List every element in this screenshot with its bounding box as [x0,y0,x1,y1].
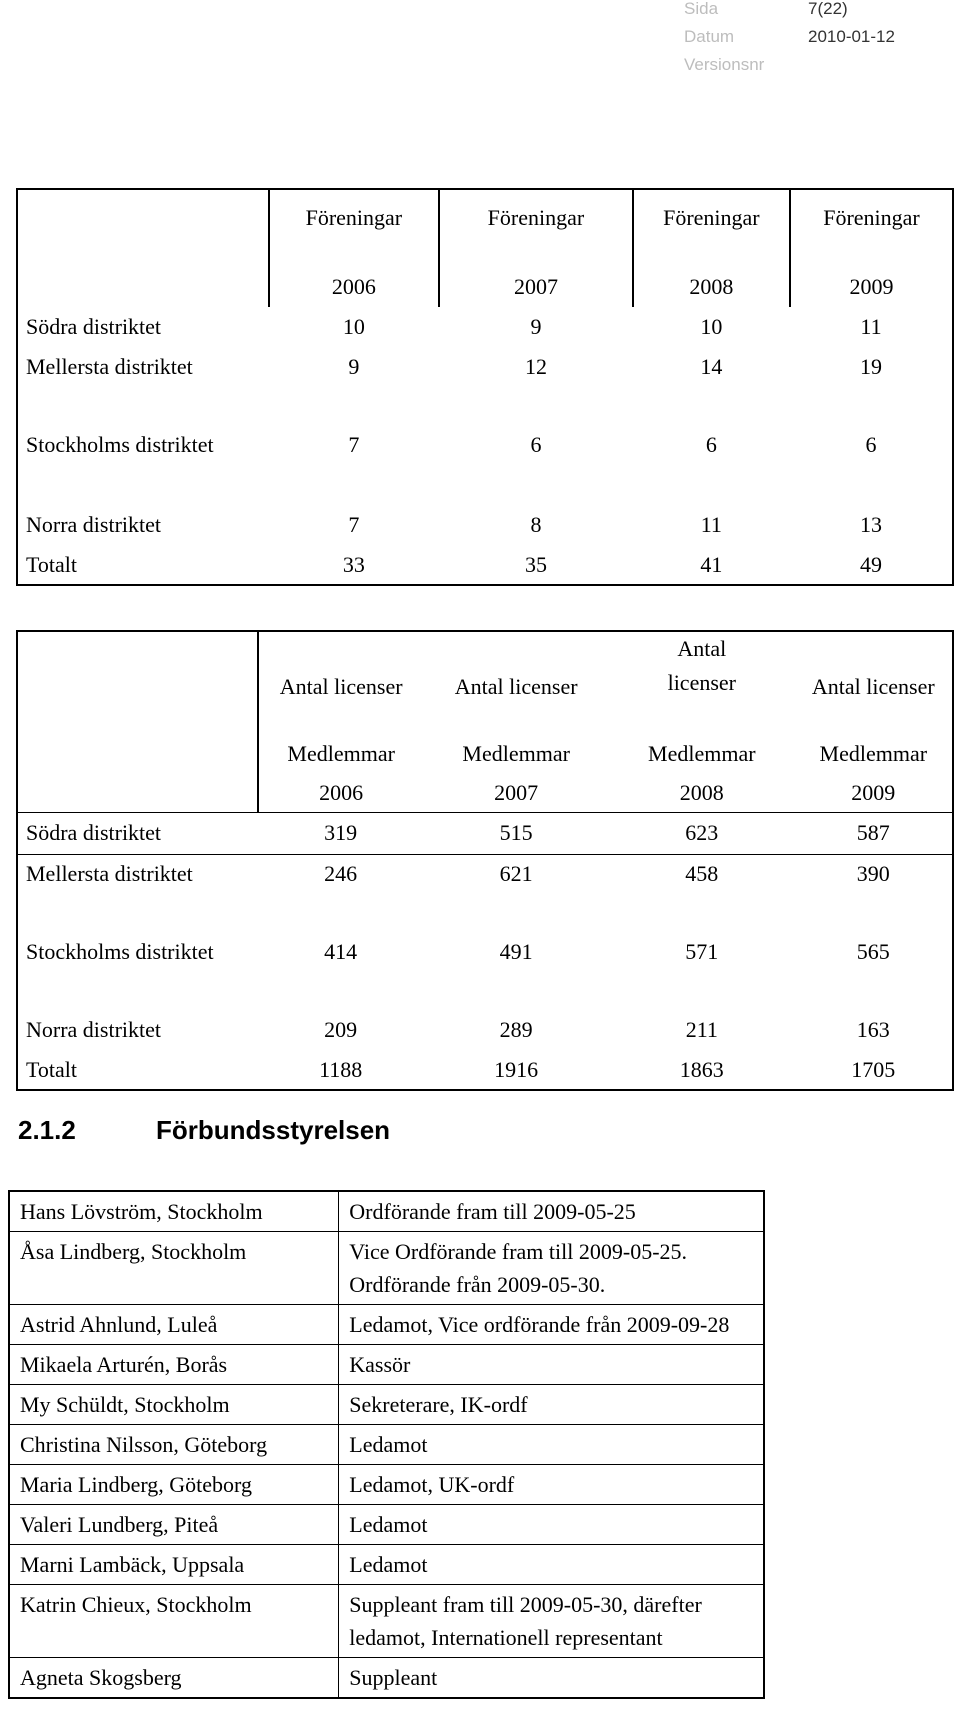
member-name: Astrid Ahnlund, Luleå [9,1305,339,1345]
board-member-row [9,1385,764,1425]
table-cell: 13 [859,512,882,537]
table-row [17,854,953,894]
column-header: Antal licenser [811,674,935,699]
table-cell: 1705 [851,1056,896,1082]
column-header: Antal licenser [279,674,403,699]
district-name: Södra distriktet [17,812,258,854]
total-label: Totalt [26,1056,78,1082]
table-cell: 491 [499,939,533,964]
table-cell: 246 [324,861,358,887]
member-role: Ledamot [339,1425,764,1465]
table-cell: 414 [324,939,358,964]
header-row-version [684,56,895,84]
table-cell: 10 [700,314,723,339]
header-value: 7(22) [808,0,848,18]
column-header: Antal licenser [454,674,578,699]
spacer-row [17,972,953,1010]
table-cell: 458 [685,861,719,887]
table-cell: 515 [423,812,609,854]
table-cell: 289 [499,1017,533,1042]
district-name: Stockholms distriktet [26,432,214,457]
table-cell: 319 [258,812,423,854]
year-header: 2008 [633,267,790,307]
column-header-text: Antal licenser [667,636,736,695]
member-name: Åsa Lindberg, Stockholm [9,1232,339,1305]
table-cell: 623 [609,812,795,854]
table-cell: 11 [860,314,882,339]
empty-cell [17,631,258,734]
spacer-row [17,894,953,932]
member-name: Christina Nilsson, Göteborg [9,1425,339,1465]
member-name: Mikaela Arturén, Borås [9,1345,339,1385]
board-table [8,1190,765,1699]
table-row [17,347,953,387]
column-header: Föreningar [439,189,633,245]
table-cell: 209 [324,1017,358,1042]
board-member-row [9,1305,764,1345]
board-member-row [9,1658,764,1699]
table-row-total [17,545,953,585]
district-name: Mellersta distriktet [26,861,193,887]
spacer-row [17,245,953,267]
table-header-row [17,631,953,700]
year-header: 2007 [439,267,633,307]
table-cell: 1188 [319,1056,363,1082]
spacer-row [17,387,953,425]
table-cell: 14 [700,354,723,379]
header-label: Datum [684,27,735,46]
table-cell: 19 [859,354,882,379]
district-name: Stockholms distriktet [26,939,214,964]
table-row-total [17,1050,953,1090]
header-label: Versionsnr [684,55,765,74]
section-number: 2.1.2 [18,1115,76,1145]
table-header-row [17,189,953,245]
member-role: Ledamot [339,1545,764,1585]
table-cell: 7 [348,512,360,537]
header-row-date [684,28,895,56]
column-header: Föreningar [790,189,953,245]
member-name: My Schüldt, Stockholm [9,1385,339,1425]
document-header [684,0,895,84]
table-cell: 6 [530,432,542,457]
table-cell: 6 [865,432,877,457]
table-cell: 9 [348,354,360,379]
column-subheader: Medlemmar [287,741,395,766]
year-header: 2009 [790,267,953,307]
board-member-row [9,1585,764,1658]
licenser-table [16,630,954,1091]
section-heading [18,1115,390,1146]
column-header: Föreningar [633,189,790,245]
member-role: Vice Ordförande fram till 2009-05-25. Ordförande från 2009-05-30. [339,1232,764,1305]
member-name: Hans Lövström, Stockholm [9,1191,339,1232]
year-header: 2006 [269,267,440,307]
table-cell: 1863 [679,1056,724,1082]
board-member-row [9,1465,764,1505]
table-row [17,932,953,972]
table-cell: 49 [859,551,882,577]
empty-cell [17,189,269,245]
year-header: 2008 [609,774,795,812]
board-member-row [9,1545,764,1585]
table-cell: 33 [342,551,365,577]
spacer-row [17,465,953,505]
member-name: Maria Lindberg, Göteborg [9,1465,339,1505]
column-subheader: Medlemmar [819,741,928,766]
header-value: 2010-01-12 [808,27,895,46]
table-cell: 8 [530,512,542,537]
member-role: Kassör [339,1345,764,1385]
district-name: Norra distriktet [26,1017,162,1042]
year-header: 2009 [795,774,953,812]
table-row [17,425,953,465]
table-cell: 9 [530,314,542,339]
total-label: Totalt [26,551,78,577]
table-cell: 7 [348,432,360,457]
table-cell: 11 [700,512,722,537]
column-header: Föreningar [269,189,440,245]
year-header: 2007 [423,774,609,812]
district-name: Norra distriktet [26,512,162,537]
board-member-row [9,1425,764,1465]
board-member-row [9,1232,764,1305]
table-row [17,1010,953,1050]
board-member-row [9,1505,764,1545]
table-year-row [17,774,953,812]
table-cell: 587 [795,812,953,854]
board-member-row [9,1345,764,1385]
header-label: Sida [684,0,719,18]
table-cell: 35 [524,551,547,577]
member-role: Ledamot, UK-ordf [339,1465,764,1505]
district-name: Södra distriktet [26,314,162,339]
member-role: Ledamot [339,1505,764,1545]
column-header-wrapped [609,631,795,700]
member-name: Marni Lambäck, Uppsala [9,1545,339,1585]
table-cell: 565 [856,939,890,964]
table-cell: 211 [685,1017,718,1042]
table-cell: 41 [700,551,723,577]
member-role: Sekreterare, IK-ordf [339,1385,764,1425]
member-role: Suppleant fram till 2009-05-30, därefter ledamot, Internationell representant [339,1585,764,1658]
district-name: Mellersta distriktet [26,354,193,379]
member-role: Ordförande fram till 2009-05-25 [339,1191,764,1232]
column-subheader: Medlemmar [462,741,570,766]
board-member-row [9,1191,764,1232]
table-year-row [17,267,953,307]
table-cell: 621 [499,861,533,887]
table-cell: 571 [685,939,719,964]
table-cell: 10 [342,314,365,339]
member-name: Valeri Lundberg, Piteå [9,1505,339,1545]
column-subheader: Medlemmar [648,741,756,766]
board-table-body [9,1191,764,1698]
table-cell: 390 [856,861,890,887]
header-row-page [684,0,895,28]
foreningar-table [16,188,954,586]
section-title: Förbundsstyrelsen [156,1115,391,1145]
table-cell: 163 [856,1017,890,1042]
member-role: Suppleant [339,1658,764,1699]
member-role: Ledamot, Vice ordförande från 2009-09-28 [339,1305,764,1345]
member-name: Katrin Chieux, Stockholm [9,1585,339,1658]
table-row [17,505,953,545]
table-cell: 6 [705,432,717,457]
table-cell: 1916 [494,1056,539,1082]
table-cell: 12 [524,354,547,379]
table-row [17,812,953,854]
member-name: Agneta Skogsberg [9,1658,339,1699]
table-subheader-row [17,734,953,774]
year-header: 2006 [258,774,423,812]
table-row [17,307,953,347]
